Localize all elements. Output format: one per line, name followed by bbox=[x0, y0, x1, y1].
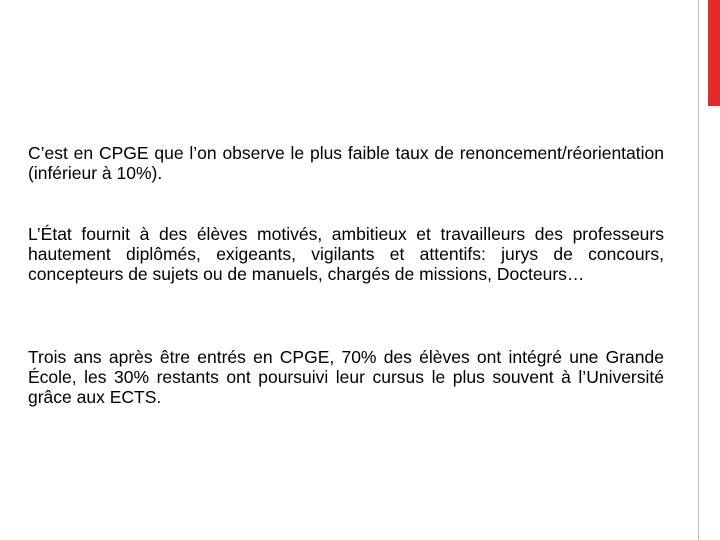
paragraph-grande-ecole: Trois ans après être entrés en CPGE, 70% des élèves ont intégré une Grande École, les 30% restants ont poursuivi leur cursus le plus souvent à l’Université grâce aux ECTS. bbox=[28, 347, 664, 407]
paragraph-renoncement: C’est en CPGE que l’on observe le plus faible taux de renoncement/réorientation (inférieur à 10%). bbox=[28, 143, 664, 183]
right-divider-line bbox=[698, 0, 699, 540]
red-accent-bar bbox=[708, 0, 720, 106]
slide-content bbox=[28, 0, 664, 540]
paragraph-professeurs: L’État fournit à des élèves motivés, ambitieux et travailleurs des professeurs hautement diplômés, exigeants, vigilants et attentifs: jurys de concours, concepteurs de sujets ou de manuels, chargés de missions, Docteurs… bbox=[28, 224, 664, 284]
